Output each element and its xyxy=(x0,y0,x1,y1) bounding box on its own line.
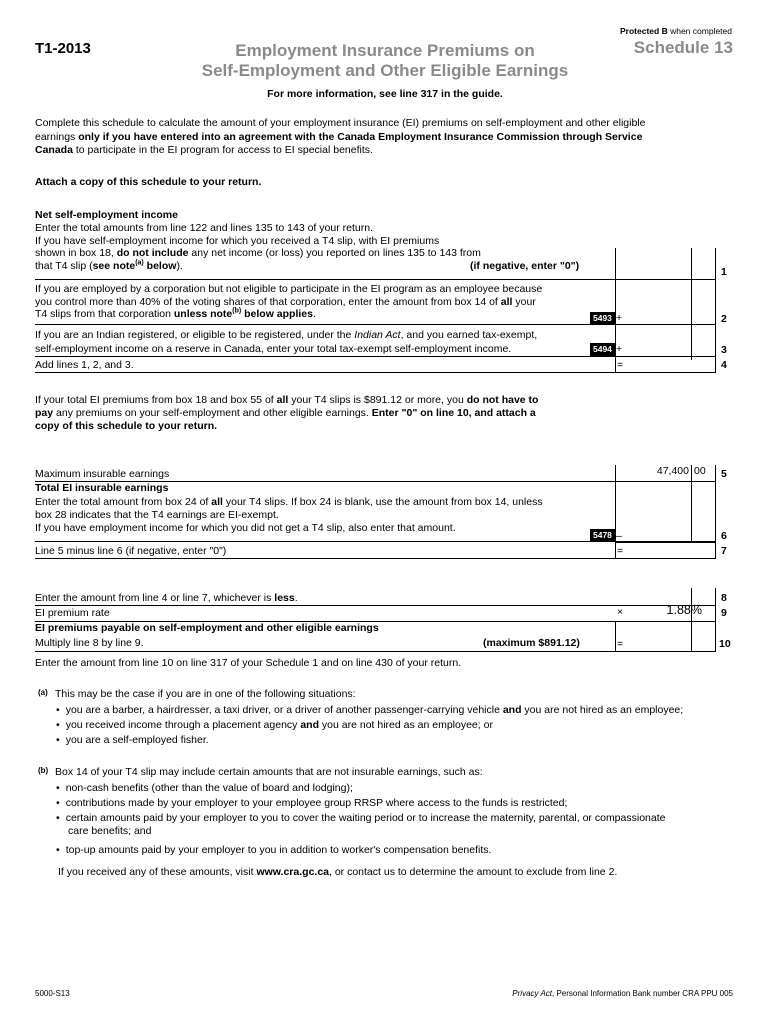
insurable-earnings-heading: Total EI insurable earnings xyxy=(35,482,169,494)
field-code-5478: 5478 xyxy=(590,529,615,542)
schedule-label: Schedule 13 xyxy=(633,38,733,57)
bullet: • xyxy=(56,734,60,746)
note-b-intro: Box 14 of your T4 slip may include certain amounts that are not insurable earnings, such as: xyxy=(55,766,483,778)
line-8-number: 8 xyxy=(721,592,727,604)
intro-paragraph: Complete this schedule to calculate the amount of your employment insurance (EI) premiums on self-employment and other eligible earnings only if you have entered into an agreement with the Canada Employment Insurance Commission through Service Canada to participate in the EI program for access to EI special benefits. xyxy=(35,117,646,156)
line-9-rate: 1.88% xyxy=(666,603,702,617)
line-1-negative-note: (if negative, enter "0") xyxy=(470,260,580,272)
bullet: • xyxy=(56,719,60,731)
line-7-number: 7 xyxy=(721,545,727,557)
line-2-operator: + xyxy=(616,312,623,324)
line-1-number: 1 xyxy=(721,266,727,278)
note-a-list: • you are a barber, a hairdresser, a taxi driver, or a driver of another passenger-carrying vehicle and you are not hired as an employee; • you received income through a placement agency and you are not hired as an employee; or • you are a self-employed fisher. xyxy=(56,704,684,746)
line-3-number: 3 xyxy=(721,344,727,356)
line-7-operator: = xyxy=(617,545,624,557)
form-code: 5000-S13 xyxy=(35,989,70,998)
line-6-text: Enter the total amount from box 24 of all your T4 slips. If box 24 is blank, use the amount from box 14, unless box 28 indicates that the T4 earnings are EI-exempt. If you have employment income for which you did not get a T4 slip, also enter that amount. xyxy=(35,496,543,534)
cra-website-link[interactable]: www.cra.gc.ca xyxy=(256,866,329,878)
line-3-text: If you are an Indian registered, or eligible to be registered, under the Indian Act, and you earned tax-exempt, self-employment income on a reserve in Canada, enter your total tax-exempt self-employment income. xyxy=(35,329,538,355)
page-title: Employment Insurance Premiums on Self-Employment and Other Eligible Earnings xyxy=(201,41,569,80)
line-6-number: 6 xyxy=(721,530,727,542)
bullet: • xyxy=(56,782,60,794)
line-5-amount-dollars: 47,400 xyxy=(656,465,689,477)
line-2-text: If you are employed by a corporation but not eligible to participate in the EI program as an employee because you control more than 40% of the voting shares of that corporation, enter the amount from box 14 of all your T4 slips from that corporation unless note$^{(b)}$ below applies. xyxy=(35,283,543,320)
protected-b-label: Protected B when completed xyxy=(620,26,732,36)
line-10-maximum: (maximum $891.12) xyxy=(483,637,580,649)
attach-instruction: Attach a copy of this schedule to your return. xyxy=(35,176,262,188)
line-5-amount-cents: 00 xyxy=(694,465,706,477)
line-6-operator: – xyxy=(616,530,622,542)
line-10-number: 10 xyxy=(719,638,731,650)
field-code-5493: 5493 xyxy=(590,312,615,325)
line-9-number: 9 xyxy=(721,607,727,619)
line-1-text: Enter the total amounts from line 122 and lines 135 to 143 of your return. If you have self-employment income for which you received a T4 slip, with EI premiums shown in box 18, do not include any net income (or loss) you reported on lines 135 to 143 from that T4 slip (see note$^{(a)}$ below). xyxy=(35,222,481,272)
line-3-operator: + xyxy=(616,343,623,355)
form-id: T1-2013 xyxy=(35,40,91,57)
bullet: • xyxy=(56,797,60,809)
premium-exemption-notice: If your total EI premiums from box 18 and box 55 of all your T4 slips is $891.12 or more, you do not have to pay any premiums on your self-employment and other eligible earnings. Enter "0" on line 10, and attach a copy of this schedule to your return. xyxy=(35,394,539,432)
line-9-text: EI premium rate xyxy=(35,607,110,619)
line-8-text: Enter the amount from line 4 or line 7, whichever is less. xyxy=(35,592,298,604)
bullet: • xyxy=(56,812,60,824)
more-info: For more information, see line 317 in the guide. xyxy=(267,88,503,100)
field-code-5494: 5494 xyxy=(590,343,615,356)
note-b-visit: If you received any of these amounts, visit www.cra.gc.ca, or contact us to determine the amount to exclude from line 2. xyxy=(58,866,618,878)
line-7-result-field[interactable] xyxy=(615,542,716,559)
bullet: • xyxy=(56,704,60,716)
net-income-heading: Net self-employment income xyxy=(35,209,178,221)
premiums-payable-heading: EI premiums payable on self-employment and other eligible earnings xyxy=(35,622,379,634)
line-7-text: Line 5 minus line 6 (if negative, enter "0") xyxy=(35,545,227,557)
line-5-number: 5 xyxy=(721,468,727,480)
line-4-operator: = xyxy=(617,359,624,371)
line-10-result-field[interactable] xyxy=(615,621,716,652)
note-b-list: • non-cash benefits (other than the value of board and lodging); • contributions made by your employer to your employee group RRSP where access to the funds is restricted; • certain amounts paid by your employer to you to cover the waiting period or to increase the maternity, parental, or compassionate care benefits; and • top-up amounts paid by your employer to you in addition to worker's compensation benefits. xyxy=(56,782,666,856)
line-4-text: Add lines 1, 2, and 3. xyxy=(35,359,134,371)
line-4-number: 4 xyxy=(721,359,727,371)
note-a-label: (a) xyxy=(38,688,48,697)
line-4-total-field[interactable] xyxy=(615,356,716,373)
note-a-intro: This may be the case if you are in one of the following situations: xyxy=(55,688,356,700)
line-9-operator: × xyxy=(617,606,624,618)
line-2-number: 2 xyxy=(721,313,727,325)
line-5-text: Maximum insurable earnings xyxy=(35,468,170,480)
note-b-label: (b) xyxy=(38,766,49,775)
bullet: • xyxy=(56,844,60,856)
line-10-text: Multiply line 8 by line 9. xyxy=(35,637,144,649)
line-10-instruction: Enter the amount from line 10 on line 317 of your Schedule 1 and on line 430 of your return. xyxy=(35,657,462,669)
privacy-notice: Privacy Act, Personal Information Bank number CRA PPU 005 xyxy=(512,989,733,998)
line-10-operator: = xyxy=(617,638,624,650)
